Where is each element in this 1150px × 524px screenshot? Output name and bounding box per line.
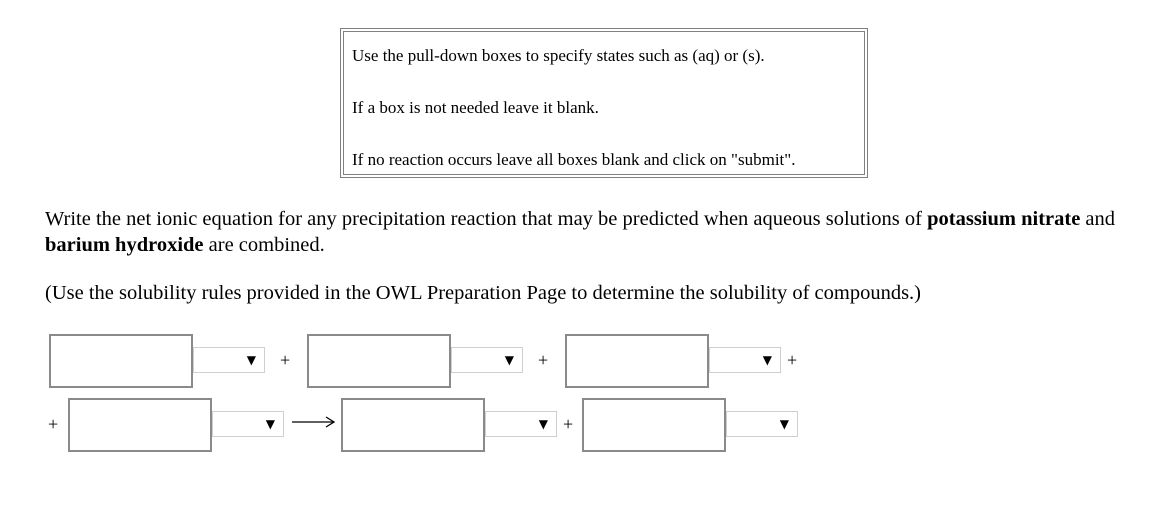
plus-sign: + [280,350,291,370]
dropdown-arrow-icon: ▼ [265,417,275,431]
compound-1: potassium nitrate [927,208,1081,230]
solubility-hint: (Use the solubility rules provided in the OWL Preparation Page to determine the solubility of compounds.) [45,282,922,304]
dropdown-arrow-icon: ▼ [538,417,548,431]
plus-sign: + [538,350,549,370]
plus-sign: + [563,414,574,434]
plus-sign: + [48,414,59,434]
dropdown-arrow-icon: ▼ [779,417,789,431]
instruction-line-3: If no reaction occurs leave all boxes blank and click on "submit". [352,150,796,169]
reactant-2-state-dropdown[interactable] [451,347,523,373]
instruction-line-1: Use the pull-down boxes to specify states such as (aq) or (s). [352,46,765,65]
instructions-inner [343,31,865,175]
reaction-arrow-icon [292,409,338,436]
reactant-3-state-dropdown[interactable] [709,347,781,373]
product-1-formula-input[interactable] [341,398,485,452]
question-part-1: Write the net ionic equation for any precipitation reaction that may be predicted when aqueous solutions of [45,208,928,230]
reaction-arrow-svg [292,409,338,431]
product-2-formula-input[interactable] [582,398,726,452]
dropdown-arrow-icon: ▼ [762,353,772,367]
reactant-4-state-dropdown[interactable] [212,411,284,437]
dropdown-arrow-icon: ▼ [246,353,256,367]
reactant-2-formula-input[interactable] [307,334,451,388]
instructions-box [340,28,868,178]
product-1-state-dropdown[interactable] [485,411,557,437]
question-part-3: are combined. [203,234,325,256]
question-part-2: and [1080,208,1116,230]
compound-2: barium hydroxide [45,234,204,256]
plus-sign: + [787,350,798,370]
reactant-4-formula-input[interactable] [68,398,212,452]
question-text [45,206,1125,258]
dropdown-arrow-icon: ▼ [504,353,514,367]
reactant-3-formula-input[interactable] [565,334,709,388]
reactant-1-state-dropdown[interactable] [193,347,265,373]
instruction-line-2: If a box is not needed leave it blank. [352,98,599,117]
reactant-1-formula-input[interactable] [49,334,193,388]
product-2-state-dropdown[interactable] [726,411,798,437]
